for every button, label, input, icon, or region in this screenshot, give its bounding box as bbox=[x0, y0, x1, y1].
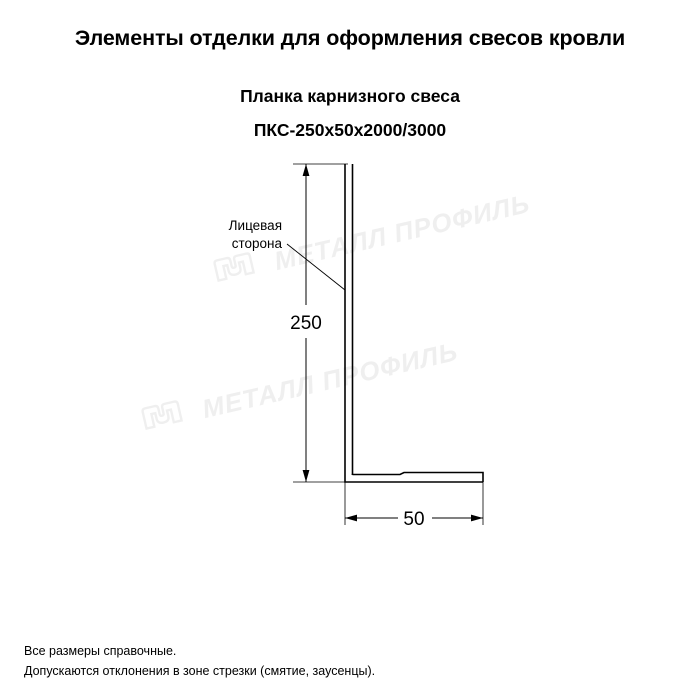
profile-inner-contour bbox=[353, 473, 484, 483]
width-dimension-value: 50 bbox=[403, 509, 425, 530]
technical-drawing bbox=[0, 150, 700, 570]
face-side-leader-line bbox=[287, 244, 345, 290]
footnotes bbox=[24, 641, 375, 682]
face-side-label-line1: Лицевая bbox=[228, 218, 282, 233]
product-name: Планка карнизного свеса bbox=[240, 86, 460, 106]
profile-outer-contour bbox=[345, 475, 483, 482]
product-code: ПКС-250х50х2000/3000 bbox=[253, 120, 447, 140]
width-arrow-left-icon bbox=[345, 515, 357, 522]
footnote-1: Все размеры справочные. bbox=[24, 643, 177, 658]
height-arrow-top-icon bbox=[303, 164, 310, 176]
page-title: Элементы отделки для оформления свесов кровли bbox=[74, 26, 626, 50]
face-side-label-line2: сторона bbox=[231, 236, 282, 251]
watermark-text-1: МЕТАЛЛ ПРОФИЛЬ bbox=[271, 187, 533, 277]
height-arrow-bottom-icon bbox=[303, 470, 310, 482]
width-arrow-right-icon bbox=[471, 515, 483, 522]
height-dimension-value: 250 bbox=[290, 313, 322, 334]
watermark-text-2: МЕТАЛЛ ПРОФИЛЬ bbox=[199, 335, 461, 425]
footnote-2: Допускаются отклонения в зоне стрезки (смятие, заусенцы). bbox=[24, 664, 376, 679]
